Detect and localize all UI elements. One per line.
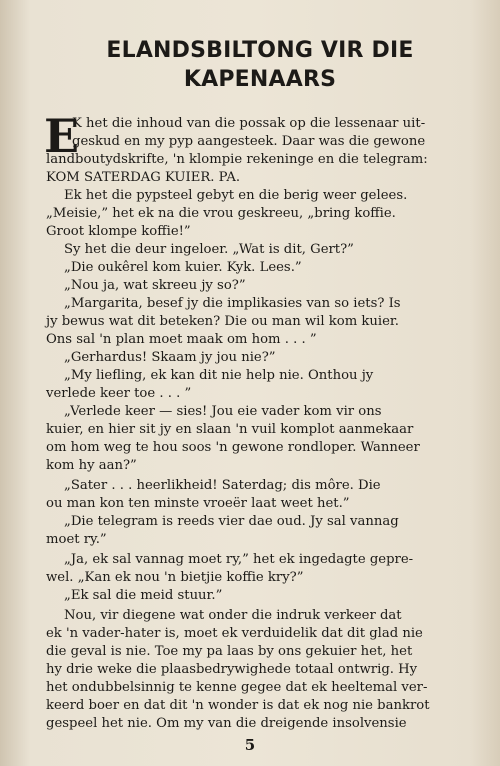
text-line: K het die inhoud van die possak op die lessenaar uit- xyxy=(72,116,426,131)
text-line: „Nou ja, wat skreeu jy so?” xyxy=(64,278,246,293)
text-line: keerd boer en dat dit 'n wonder is dat ek nog nie bankrot xyxy=(46,698,430,713)
text-line: KOM SATERDAG KUIER. PA. xyxy=(46,170,241,185)
text-line: moet ry.” xyxy=(46,532,107,547)
text-line: om hom weg te hou soos 'n gewone rondloper. Wanneer xyxy=(46,440,420,455)
text-line: Nou, vir diegene wat onder die indruk verkeer dat xyxy=(64,608,402,623)
text-line: „Die oukêrel kom kuier. Kyk. Lees.” xyxy=(64,260,302,275)
text-line: jy bewus wat dit beteken? Die ou man wil kom kuier. xyxy=(46,314,399,329)
text-line: gespeel het nie. Om my van die dreigende insolvensie xyxy=(46,716,407,731)
text-line: Groot klompe koffie!” xyxy=(46,224,191,239)
chapter-title-line-1: ELANDSBILTONG VIR DIE xyxy=(106,38,414,63)
text-line: kuier, en hier sit jy en slaan 'n vuil komplot aanmekaar xyxy=(46,422,414,437)
chapter-title-line-2: KAPENAARS xyxy=(183,67,337,92)
page-number: 5 xyxy=(244,736,256,754)
text-line: ek 'n vader-hater is, moet ek verduidelik dat dit glad nie xyxy=(46,626,423,641)
text-line: „Meisie,” het ek na die vrou geskreeu, „bring koffie. xyxy=(46,206,396,221)
text-line: „Die telegram is reeds vier dae oud. Jy sal vannag xyxy=(64,514,399,529)
text-line: Ek het die pypsteel gebyt en die berig weer gelees. xyxy=(64,188,408,203)
text-line: wel. „Kan ek nou 'n bietjie koffie kry?” xyxy=(46,570,304,585)
text-line: verlede keer toe . . . ” xyxy=(46,386,192,401)
text-line: hy drie weke die plaasbedrywighede totaal ontwrig. Hy xyxy=(46,662,418,677)
text-line: „My liefling, ek kan dit nie help nie. Onthou jy xyxy=(64,368,374,383)
text-line: „Sater . . . heerlikheid! Saterdag; dis môre. Die xyxy=(64,478,381,493)
text-line: geskud en my pyp aangesteek. Daar was die gewone xyxy=(72,134,426,149)
text-line: kom hy aan?” xyxy=(46,458,137,473)
text-line: Sy het die deur ingeloer. „Wat is dit, Gert?” xyxy=(64,242,354,257)
text-line: landboutydskrifte, 'n klompie rekeninge en die telegram: xyxy=(46,152,428,167)
text-line: het ondubbelsinnig te kenne gegee dat ek heeltemal ver- xyxy=(46,680,428,695)
text-line: ou man kon ten minste vroeër laat weet het.” xyxy=(46,496,350,511)
text-line: Ons sal 'n plan moet maak om hom . . . ” xyxy=(46,332,317,347)
drop-cap: E xyxy=(44,109,80,163)
text-line: „Gerhardus! Skaam jy jou nie?” xyxy=(64,350,276,365)
chapter-title xyxy=(60,36,460,94)
text-line: „Verlede keer — sies! Jou eie vader kom vir ons xyxy=(64,404,382,419)
text-line: „Ek sal die meid stuur.” xyxy=(64,588,223,603)
text-line: „Ja, ek sal vannag moet ry,” het ek ingedagte gepre- xyxy=(64,552,414,567)
text-line: „Margarita, besef jy die implikasies van so iets? Is xyxy=(64,296,401,311)
text-line: die geval is nie. Toe my pa laas by ons gekuier het, het xyxy=(46,644,413,659)
